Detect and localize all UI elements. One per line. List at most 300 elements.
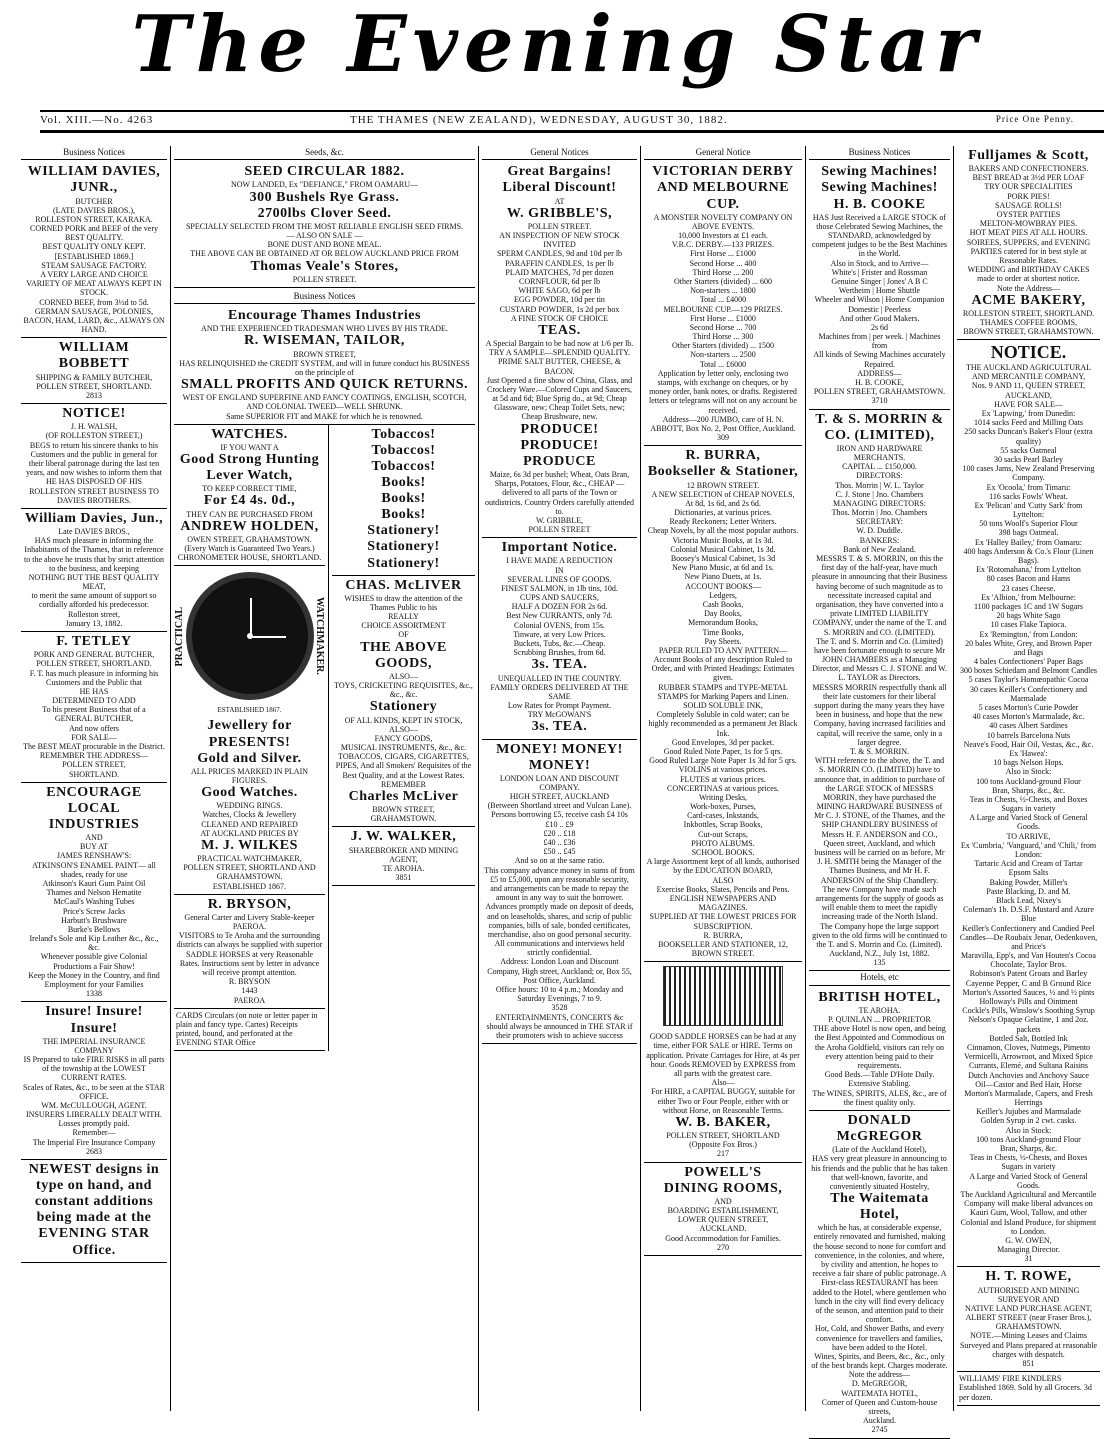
- ad-line: — ALSO ON SALE —: [286, 231, 363, 240]
- ad-line: Stationery: [369, 699, 438, 715]
- ad-line: Ex 'Rotomahana,' from Lyttelton: [976, 565, 1081, 575]
- ad-line: 23 cases Cheese.: [1001, 583, 1056, 593]
- ad-line: Memorandum Books,: [688, 618, 758, 628]
- ad-line: IF YOU WANT A: [220, 442, 279, 452]
- ad-line: 100 tons Auckland-ground Flour: [976, 776, 1081, 786]
- ad-line: McCaul's Washing Tubes: [53, 897, 135, 907]
- ad-line: SUPPLIED AT THE LOWEST PRICES FOR SUBSCRIPTION.: [649, 912, 797, 931]
- ad-line: TOBACCOS, CIGARS, CIGARETTES, PIPES, And all Smokers' Requisites of the Best Quality, and at the Lowest Rates.: [335, 752, 472, 780]
- ad-line: For £4 4s. 0d.,: [203, 493, 296, 509]
- ad-line: Epsom Salts: [1008, 868, 1049, 878]
- ad-line: Application by letter only, enclosing two stamps, with exchange on cheques, or by money order, bank notes, or drafts. Registered letters or telegrams will not on any account be received.: [649, 368, 797, 415]
- clock-block: [174, 566, 325, 706]
- ad-line: Burke's Bellows: [67, 924, 121, 934]
- ad-line: 2745: [871, 1425, 888, 1435]
- ad-line: PRODUCE! PRODUCE! PRODUCE: [520, 421, 599, 469]
- ad-line: Encourage Thames Industries: [228, 308, 421, 324]
- ad-line: SCHOOL BOOKS.: [691, 848, 755, 857]
- ad-line: 10,000 Investors at £1 each.: [678, 231, 768, 240]
- ad-line: Boosey's Musical Cabinet, 1s 3d: [670, 554, 776, 563]
- column-heading: Business Notices: [174, 290, 475, 304]
- ad-line: 2683: [86, 1146, 102, 1156]
- column-6: [953, 146, 1103, 1411]
- column-heading: Hotels, etc: [809, 971, 950, 985]
- ad-line: DONALD McGREGOR: [836, 1112, 923, 1145]
- important-notice-ad: [482, 538, 637, 739]
- ad-line: GOOD SADDLE HORSES can be had at any time, either FOR SALE or HIRE. Terms on application. Private Carriages for Hire, at 4s per hour. Goods REMOVED by EXPRESS from all parts with the greatest care.: [646, 1032, 800, 1078]
- business-ad: [21, 783, 167, 1003]
- ad-line: Buckets, Tubs, &c.—Cheap.: [513, 639, 606, 649]
- ad-line: 851: [1022, 1359, 1035, 1369]
- ad-line: Maize, 6s 3d per bushel; Wheat, Oats Bran, Sharps, Potatoes, Flour, &c., CHEAP —delivered to all parts of the Town or outdistricts. Country Orders carefully attended to.: [484, 469, 635, 516]
- ad-line: AND: [714, 1196, 732, 1206]
- ad-line: 3s. TEA.: [531, 719, 588, 735]
- ad-line: TOYS, CRICKETING REQUISITES, &c., &c., &c.: [334, 681, 473, 700]
- ad-line: THEY CAN BE PURCHASED FROM: [186, 509, 313, 519]
- ad-line: ROLLESTON STREET, KARAKA.: [35, 214, 153, 224]
- ad-line: ENTERTAINMENTS, CONCERTS &c should always be announced in THE STAR if their promoters wish to achieve success: [486, 1012, 633, 1040]
- ad-line: BONE DUST AND BONE MEAL.: [267, 240, 382, 250]
- ad-line: Auckland, N.Z., July 1st, 1882.: [829, 949, 930, 959]
- ad-line: Charles McLiver: [348, 789, 459, 804]
- ad-line: Corner of Queen and Custom-house streets,: [821, 1397, 938, 1416]
- ad-line: TRY OUR SPECIALITIES: [984, 182, 1073, 192]
- ad-line: R. BRYSON,: [207, 896, 292, 912]
- ad-line: CONCERTINAS at various prices.: [667, 783, 779, 793]
- ad-line: REMEMBER THE ADDRESS—: [39, 751, 149, 761]
- ad-line: IN: [555, 565, 564, 575]
- ad-line: AUCKLAND.: [699, 1224, 747, 1234]
- ad-line: (LATE DAVIES BROS.),: [52, 205, 136, 215]
- ad-line: [ESTABLISHED 1869.]: [54, 251, 134, 261]
- business-ad: [21, 162, 167, 338]
- ad-line: Victoria Music Books, at 1s 3d.: [672, 535, 774, 545]
- ad-line: Good Envelopes, 3d per packet.: [671, 737, 775, 747]
- ad-line: Tartaric Acid and Cream of Tartar: [974, 859, 1083, 869]
- ad-line: Good Ruled Note Paper, 1s for 5 qrs.: [663, 746, 783, 756]
- ad-line: R. BURRA,: [703, 930, 743, 940]
- ad-line: Second Horse ... 400: [689, 258, 757, 268]
- ad-line: 10 cases Flake Tapioca.: [990, 620, 1067, 630]
- coach-illustration: [663, 966, 783, 1026]
- ad-line: And now offers: [68, 723, 120, 733]
- ad-line: to merit the same amount of support so cordially afforded his predecessor.: [31, 591, 157, 610]
- ad-line: LONDON LOAN AND DISCOUNT COMPANY.: [499, 773, 620, 792]
- ad-line: Sewing Machines!: [821, 180, 938, 196]
- notice-block: [957, 340, 1100, 1267]
- ad-line: Whenever possible give Colonial Productions a Fair Show!: [40, 952, 148, 971]
- ad-line: 20 bales White, Grey, and Brown Paper and Bags: [965, 638, 1092, 657]
- ad-line: TEAS.: [538, 322, 581, 338]
- ad-line: 5 cases Morton's Curie Powder: [978, 703, 1079, 712]
- ad-line: Inkbottles, Scrap Books,: [683, 820, 763, 830]
- ad-line: MELBOURNE CUP.—129 PRIZES.: [663, 304, 783, 314]
- ad-line: Cheap Novels, by all the most popular authors.: [647, 526, 799, 536]
- ad-line: A Special Bargain to be had now at 1/6 per lb. TRY A SAMPLE—SPLENDID QUALITY.: [485, 338, 634, 358]
- ad-line: 2s 6d: [870, 322, 889, 332]
- ad-line: WILLIAM DAVIES, JUNR.,: [27, 164, 161, 196]
- ad-line: Sugars in variety: [1001, 804, 1056, 814]
- ad-line: Auckland.: [862, 1416, 897, 1426]
- ad-line: £10 .. £9: [545, 819, 574, 829]
- ad-line: Ex 'Hawea':: [1009, 748, 1048, 758]
- clock-label-left: PRACTICAL: [174, 606, 185, 667]
- ad-line: PORK PIES!: [1007, 191, 1050, 201]
- seed-circular-ad: [174, 162, 475, 288]
- column-1: [18, 146, 170, 1411]
- ad-line: PAEROA.: [232, 922, 267, 932]
- ad-line: Baking Powder, Miller's: [989, 877, 1068, 887]
- ad-line: WITH reference to the above, the T. and S. MORRIN CO. (LIMITED) have to announce that, in addition to purchase of the LARGE STOCK of MESSRS MORRIN, they have purchased the MINING HARDWARE BUSINESS of Mr C. J. STONE, of the Thames, and the SHIP CHANDLERY BUSINESS of Messrs H. F. ANDERSON and CO., Queen street, Auckland, and which business will be carried on as before, Mr J. H. SMITH being the Manager of the Thames Business, and Mr H. F. ANDERSON of the Ship Chandlery.: [814, 756, 945, 885]
- ad-line: 12 BROWN STREET.: [686, 480, 760, 490]
- ad-line: Cash Books,: [702, 599, 744, 609]
- waitemata-hotel-ad: [809, 1111, 950, 1439]
- ad-line: W. B. BAKER,: [675, 1114, 771, 1130]
- ad-line: Black Lead, Nixey's: [996, 895, 1061, 905]
- ad-line: WILLIAM BOBBETT: [58, 340, 130, 372]
- business-ad: [21, 404, 167, 509]
- ad-line: Great Bargains!: [507, 164, 612, 180]
- ad-line: 100 cases Jams, New Zealand Preserving Company.: [962, 464, 1095, 483]
- ad-line: Machines from | per week. | Machines from: [818, 332, 941, 351]
- ad-line: 270: [717, 1242, 729, 1252]
- ad-line: V.R.C. DERBY.—133 PRIZES.: [671, 240, 775, 250]
- ad-line: New Piano Music, at 6d and 1s.: [672, 563, 774, 573]
- ad-line: Pay Sheets.: [704, 636, 742, 646]
- ad-line: PARAFFIN CANDLES, 1s per lb: [505, 258, 614, 268]
- ad-line: 1443: [241, 986, 258, 996]
- ad-line: BROWN STREET, GRAHAMSTOWN.: [963, 327, 1094, 337]
- ad-line: Ex 'Albion,' from Melbourne:: [981, 592, 1076, 602]
- column-5: [805, 146, 953, 1435]
- wiseman-tailor-ad: [174, 306, 475, 425]
- ad-line: POLLEN STREET: [528, 525, 591, 535]
- ad-line: A VERY LARGE AND CHOICE VARIETY OF MEAT ALWAYS KEPT IN STOCK.: [26, 270, 162, 298]
- ad-line: BEST BREAD at 3½d PER LOAF: [972, 173, 1085, 183]
- ad-line: SECRETARY:: [855, 517, 904, 527]
- ad-line: MUSICAL INSTRUMENTS, &c., &c.: [340, 743, 467, 753]
- ad-line: Also in Stock:: [1005, 1125, 1052, 1135]
- ad-line: To his present Business that of a: [42, 705, 146, 715]
- ad-line: HAS Just Received a LARGE STOCK of those Celebrated Sewing Machines, the STANDARD, acknowledged by competent judges to be the Best Machines in the World.: [811, 212, 948, 259]
- ad-line: HIGH STREET, AUCKLAND: [509, 792, 610, 802]
- ad-line: The WINES, SPIRITS, ALES, &c., are of the finest quality only.: [812, 1088, 947, 1107]
- ad-line: (Between Shortland street and Vulcan Lane).: [487, 801, 632, 811]
- ad-line: Ex 'Cumbria,' 'Vanguard,' and 'Chili,' from London:: [960, 840, 1097, 859]
- ad-line: CARDS Circulars (on note or letter paper in plain and fancy type. Cartes) Receipts printed, bound, and perforated at the EVENING STAR Office: [176, 1010, 318, 1048]
- ad-line: Tobaccos!: [371, 426, 436, 442]
- ad-line: 135: [873, 958, 886, 968]
- ad-line: THE ABOVE GOODS,: [360, 639, 447, 671]
- ad-line: 1014 sacks Feed and Milling Oats: [973, 418, 1084, 428]
- ad-line: TO KEEP CORRECT TIME,: [202, 484, 297, 494]
- notice-title: NOTICE.: [990, 342, 1067, 363]
- ad-line: G. W. OWEN,: [1005, 1235, 1052, 1245]
- ad-line: AND: [85, 833, 103, 843]
- ad-line: BANKERS:: [859, 535, 900, 545]
- ad-line: GENERAL BUTCHER,: [54, 714, 134, 724]
- derby-sweep-ad: [644, 162, 802, 446]
- powell-dining-ad: [644, 1163, 802, 1256]
- ad-line: Genuine Singer | Jones' A B C: [831, 276, 928, 286]
- ad-line: Cut-out Scraps,: [698, 829, 748, 839]
- ad-line: Colonial Musical Cabinet, 1s 3d.: [670, 544, 776, 554]
- ad-line: Keep the Money in the Country, and find Employment for your Families: [28, 970, 160, 990]
- ad-line: HALF A DOZEN FOR 2s 6d.: [511, 602, 608, 612]
- ad-line: POLLEN STREET.: [527, 221, 592, 231]
- ad-line: Bottled Salt, Bottled Ink: [989, 1033, 1068, 1043]
- watch-column: [174, 425, 329, 1052]
- ad-line: Day Books,: [704, 609, 742, 619]
- ad-line: GRAHAMSTOWN.: [370, 814, 437, 824]
- ad-line: 1100 packages 1C and 1W Sugars: [973, 601, 1084, 611]
- ad-line: Third Horse ... 300: [692, 332, 754, 342]
- ad-line: Morton's Marmalade, Capers, and Fresh Herrings: [964, 1088, 1093, 1108]
- ad-line: BOARDING ESTABLISHMENT,: [667, 1205, 779, 1215]
- ad-line: VIOLINS at various prices.: [678, 765, 768, 775]
- ad-line: WEDDING RINGS.: [216, 801, 283, 811]
- ad-line: Coleman's 1b. D.S.F. Mustard and Azure Blue: [963, 905, 1094, 924]
- column-1-ads: [21, 162, 167, 1262]
- ad-line: NOTHING BUT THE BEST QUALITY MEAT,: [28, 572, 160, 592]
- ad-line: Work-boxes, Purses,: [690, 802, 756, 812]
- ad-line: Writing Desks,: [698, 792, 748, 802]
- ad-line: Low Rates for Prompt Payment.: [507, 701, 612, 711]
- ad-line: Advances promptly made on deposit of deeds, and on leaseholds, shares, and scrip of public companies, bills of sale, bonded certificates, merchandise, also on good personal security.: [485, 902, 634, 939]
- ad-line: Colonial OVENS, from 15s.: [514, 620, 605, 630]
- ad-line: BOOKSELLER AND STATIONER, 12, BROWN STREET.: [658, 939, 788, 959]
- ad-line: POLLEN STREET.: [292, 274, 357, 284]
- ad-line: £50 .. £45: [543, 847, 576, 857]
- ad-line: 2700lbs Clover Seed.: [257, 205, 392, 221]
- ad-line: CUSTARD POWDER, 1s 2d per box: [499, 304, 620, 314]
- ad-line: HAS very great pleasure in announcing to his friends and the public that he has taken that well-known, favorite, and conveniently situated Hostelry,: [811, 1154, 948, 1191]
- ad-line: CHOICE ASSORTMENT: [361, 621, 446, 631]
- ad-line: BAKERS AND CONFECTIONERS.: [968, 164, 1089, 174]
- ad-line: HOT MEAT PIES AT ALL HOURS.: [969, 228, 1088, 238]
- ad-line: T. & S. MORRIN & CO. (LIMITED),: [815, 411, 944, 443]
- ad-line: ROLLESTON STREET BUSINESS TO: [29, 486, 159, 496]
- ad-line: And so on at the same ratio.: [514, 856, 605, 866]
- ad-line: PLAID MATCHES, 7d per dozen: [505, 267, 614, 277]
- ad-line: BROWN STREET,: [293, 349, 356, 359]
- ad-line: THE IMPERIAL INSURANCE COMPANY: [42, 1036, 146, 1055]
- ad-line: M. J. WILKES: [201, 837, 298, 853]
- ad-line: which he has, at considerable expense, entirely renovated and furnished, making the house second to none for comfort and convenience, in the colonies, and where, by civility and attention, he hopes to receive a fair share of public patronage. A First-class RESTAURANT has been added to the Hotel, where gentlemen who lunch in the city will find every delicacy of the season, and attention paid to their comfort.: [812, 1223, 947, 1325]
- ad-line: Rolleston street,: [68, 609, 120, 619]
- ad-line: HE HAS DISPOSED OF HIS: [45, 477, 142, 487]
- business-ad: [21, 1160, 167, 1263]
- ad-line: SPECIALLY SELECTED FROM THE MOST RELIABLE ENGLISH SEED FIRMS.: [185, 221, 464, 231]
- ad-line: OF ALL KINDS, KEPT IN STOCK,: [344, 715, 463, 725]
- ad-line: (Every Watch is Guaranteed Two Years.): [184, 544, 315, 553]
- ad-line: ANDREW HOLDEN,: [180, 518, 319, 534]
- cards-notice: [174, 1009, 325, 1052]
- ad-line: January 13, 1882.: [65, 618, 123, 628]
- ad-line: Sugars in variety: [1001, 1162, 1056, 1172]
- ad-line: A NEW SELECTION of CHEAP NOVELS,: [651, 489, 795, 499]
- ad-line: The Auckland Agricultural and Mercantile Company will make liberal advances on Kauri Gum, Wool, Tallow, and other Colonial and Island Produce, for shipment to London.: [960, 1189, 1097, 1236]
- ad-line: Good Beds.—Table D'Hote Daily.: [824, 1070, 935, 1080]
- ad-line: William Davies, Jun.,: [24, 510, 164, 526]
- tobacco-ad: [332, 425, 475, 576]
- ad-line: Nos. 9 AND 11, QUEEN STREET, AUCKLAND,: [971, 381, 1086, 400]
- ad-line: LOWER QUEEN STREET,: [677, 1215, 769, 1225]
- walker-ad: [332, 827, 475, 886]
- ad-line: Ex 'Halley Bailey,' from Oamaru:: [975, 537, 1082, 547]
- ad-line: SPERM CANDLES, 9d and 10d per lb: [496, 249, 623, 259]
- ad-line: ALBERT STREET (near Fraser Bros.),: [965, 1313, 1092, 1323]
- ad-line: ACME BAKERY,: [971, 292, 1086, 308]
- tobacco-column: [329, 425, 475, 1052]
- ad-line: 20 bags White Sago: [996, 611, 1061, 621]
- ad-line: FLUTES at various prices.: [680, 774, 766, 784]
- ad-line: NEWEST designs in type on hand, and constant additions being made at the EVENING STAR Office.: [28, 1162, 160, 1258]
- ad-line: AT: [554, 196, 565, 206]
- ad-line: Scrubbing Brushes, from 6d.: [513, 648, 606, 658]
- ad-line: 3710: [871, 396, 888, 406]
- ad-line: TO ARRIVE,: [1006, 831, 1051, 841]
- ad-line: Books!: [381, 475, 426, 491]
- ad-line: The Imperial Fire Insurance Company: [32, 1137, 156, 1147]
- ad-line: Non-starters ... 1800: [690, 286, 756, 296]
- column-heading: General Notices: [482, 146, 637, 160]
- ad-line: Bran, Sharps, &c., &c.: [992, 785, 1065, 795]
- ad-line: T. & S. MORRIN.: [850, 746, 909, 756]
- ad-line: WEST OF ENGLAND SUPERFINE AND FANCY COATINGS, ENGLISH, SCOTCH, AND COLONIAL TWEED—WELL SHRUNK.: [182, 393, 467, 412]
- ad-line: CHRONOMETER HOUSE, SHORTLAND.: [177, 553, 322, 563]
- ad-line: Ex 'Lapwing,' from Dunedin:: [981, 409, 1076, 418]
- ad-line: PAEROA: [233, 995, 266, 1005]
- ad-line: Currants, Elemé, and Sultana Raisins: [968, 1061, 1089, 1071]
- column-heading: Business Notices: [809, 146, 950, 160]
- masthead: [0, 0, 1114, 112]
- ad-line: A Large and Varied Stock of General Goods.: [969, 813, 1088, 832]
- ad-line: BUY AT: [80, 842, 108, 852]
- ad-line: OWEN STREET, GRAHAMSTOWN.: [187, 534, 312, 544]
- british-hotel-ad: [809, 988, 950, 1111]
- ad-line: THE above Hotel is now open, and being the Best Appointed and Commodious on the Aroha Goldfield, visitors can rely on every attention being paid to their requirements.: [813, 1024, 946, 1070]
- ad-line: 10 barrels Barcelona Nuts: [986, 730, 1071, 740]
- ad-line: 2813: [86, 390, 102, 400]
- ad-line: Exercise Books, Slates, Pencils and Pens.: [656, 884, 790, 894]
- baker-livery-ad: [644, 1030, 802, 1162]
- ad-line: Books!: [381, 491, 426, 507]
- ad-line: Morton's Assorted Sauces, ½ and ½ pints: [962, 987, 1095, 997]
- ad-line: TE AROHA.: [382, 863, 425, 873]
- ad-line: SEED CIRCULAR 1882.: [244, 164, 405, 180]
- fulljames-bakery-ad: [957, 146, 1100, 340]
- ad-line: Vermicelli, Arrowroot, and Mixed Spice: [964, 1052, 1093, 1062]
- ad-line: SOLID SOLUBLE INK,: [683, 701, 763, 710]
- ad-line: White's | Frister and Rossman: [831, 267, 928, 277]
- ad-line: Good Ruled Large Note Paper 1s 3d for 5 qrs.: [649, 756, 797, 766]
- ad-line: Ready Reckoners; Letter Writers.: [669, 517, 777, 527]
- ad-line: A large Assortment kept of all kinds, authorised by the EDUCATION BOARD,: [646, 857, 800, 876]
- ad-line: W. GRIBBLE'S,: [506, 205, 613, 221]
- ad-line: 3528: [551, 1003, 568, 1013]
- ad-line: AT AUCKLAND PRICES BY: [200, 828, 299, 838]
- ad-line: OF: [398, 630, 409, 640]
- ad-line: Keiller's Confectionery and Candied Peel: [962, 923, 1095, 933]
- ad-line: 10 bags Nelson Hops.: [993, 758, 1064, 768]
- ad-line: Candles—De Roubaix Jenar, Oedenkoven, and Price's: [959, 932, 1098, 951]
- ad-line: A FINE STOCK OF CHOICE: [510, 313, 609, 323]
- ad-line: Tobaccos!: [371, 458, 436, 474]
- ad-line: Stationery!: [367, 555, 440, 571]
- ad-line: 1338: [86, 989, 102, 999]
- ad-line: Bran, Sharps, &c.: [999, 1144, 1058, 1153]
- ad-line: DETERMINED TO ADD: [52, 696, 136, 706]
- ad-line: VICTORIAN DERBY AND MELBOURNE CUP.: [652, 164, 794, 212]
- ad-line: Fulljames & Scott,: [968, 148, 1089, 163]
- ad-line: Other Starters (divided) ... 1500: [672, 341, 774, 351]
- ad-line: Non-starters ... 2500: [690, 350, 756, 360]
- ad-line: DAVIES BROTHERS.: [56, 495, 132, 505]
- ad-line: FOR SALE—: [71, 732, 117, 742]
- ad-line: PORK AND GENERAL BUTCHER,: [33, 650, 155, 660]
- mcliver-ad: [332, 576, 475, 828]
- ad-line: MESSRS T. & S. MORRIN, on this the first day of the half-year, have much pleasure in announcing that their Business having become of such magnitude as to necessitate increased capital and organisation, they have converted into a private LIMITED LIABILITY COMPANY, under the name of the T. and S. MORRIN and CO. (LIMITED).: [811, 554, 948, 637]
- ad-line: Paste Blacking, D. and M.: [986, 886, 1071, 896]
- ad-line: CLEANED AND REPAIRED: [201, 819, 298, 829]
- ad-line: CUPS AND SAUCERS,: [520, 593, 599, 603]
- ad-line: 300 boxes Schiedam and Belmont Candles: [959, 666, 1098, 676]
- ad-line: VISITORS to Te Aroha and the surrounding districts can always be supplied with superior SADDLE HORSES at very Reasonable Rates. Instructions sent by letter in advance will receive prompt attention.: [176, 931, 323, 977]
- ad-line: ESTABLISHED 1867.: [212, 881, 287, 891]
- ad-line: Thames and Nelson Hematite: [46, 888, 142, 898]
- ad-line: DIRECTORS:: [856, 471, 903, 481]
- ad-line: AN INSPECTION OF NEW STOCK INVITED: [499, 231, 620, 250]
- ad-line: J. W. WALKER,: [350, 829, 457, 845]
- ad-line: IRON AND HARDWARE MERCHANTS.: [836, 443, 923, 462]
- ad-line: TE AROHA.: [858, 1005, 901, 1015]
- ad-line: And other Good Makers.: [839, 313, 920, 323]
- business-ad: [21, 509, 167, 632]
- ad-line: PRIME SALT BUTTER, CHEESE, & BACON.: [497, 357, 622, 376]
- ad-line: 116 sacks Fowls' Wheat.: [989, 491, 1068, 501]
- ad-line: 400 bags Anderson & Co.'s Flour (Linen Bags).: [963, 546, 1094, 565]
- ad-line: Chocolate, Taylor Bros.: [990, 960, 1067, 970]
- gribble-ad: [482, 162, 637, 538]
- ad-line: A MONSTER NOVELTY COMPANY ON ABOVE EVENTS.: [653, 212, 793, 231]
- ad-line: Dictionaries, at various prices.: [674, 508, 772, 518]
- ad-line: Price's Screw Jacks: [62, 906, 126, 916]
- ad-line: SAUSAGE ROLLS!: [995, 200, 1062, 210]
- ad-line: Harbutt's Brushware: [61, 915, 127, 925]
- ad-line: Sewing Machines!: [821, 164, 938, 180]
- ad-line: First Horse ... £1000: [690, 249, 756, 259]
- ad-line: (Opposite Fox Bros.): [689, 1140, 757, 1150]
- ad-line: POLLEN STREET, SHORTLAND: [666, 1131, 780, 1141]
- column-heading: Business Notices: [21, 146, 167, 160]
- ad-line: Note the address—: [848, 1370, 911, 1380]
- ad-line: Extensive Stabling.: [848, 1079, 911, 1089]
- ad-line: H. T. ROWE,: [985, 1269, 1072, 1285]
- ad-line: 217: [717, 1149, 729, 1159]
- ad-line: Bookseller & Stationer,: [647, 464, 799, 480]
- ad-line: Ex 'Pelican' and 'Cutty Sark' from Lyttelton:: [974, 500, 1083, 520]
- ad-line: Oil—Castor and Bed Hair, Horse: [975, 1079, 1082, 1089]
- ad-line: STEAM SAUSAGE FACTORY.: [41, 260, 147, 270]
- ad-line: REALLY: [388, 612, 419, 622]
- ad-line: Robinson's Patent Groats and Barley: [969, 969, 1088, 979]
- column-heading: General Notice: [644, 146, 802, 160]
- ad-line: CHAS. McLIVER: [345, 577, 462, 593]
- ad-line: 40 cases Morton's Marmalade, &c.: [972, 712, 1085, 722]
- ad-line: PRESENTS!: [208, 734, 291, 750]
- ad-line: HE HAS: [79, 686, 109, 696]
